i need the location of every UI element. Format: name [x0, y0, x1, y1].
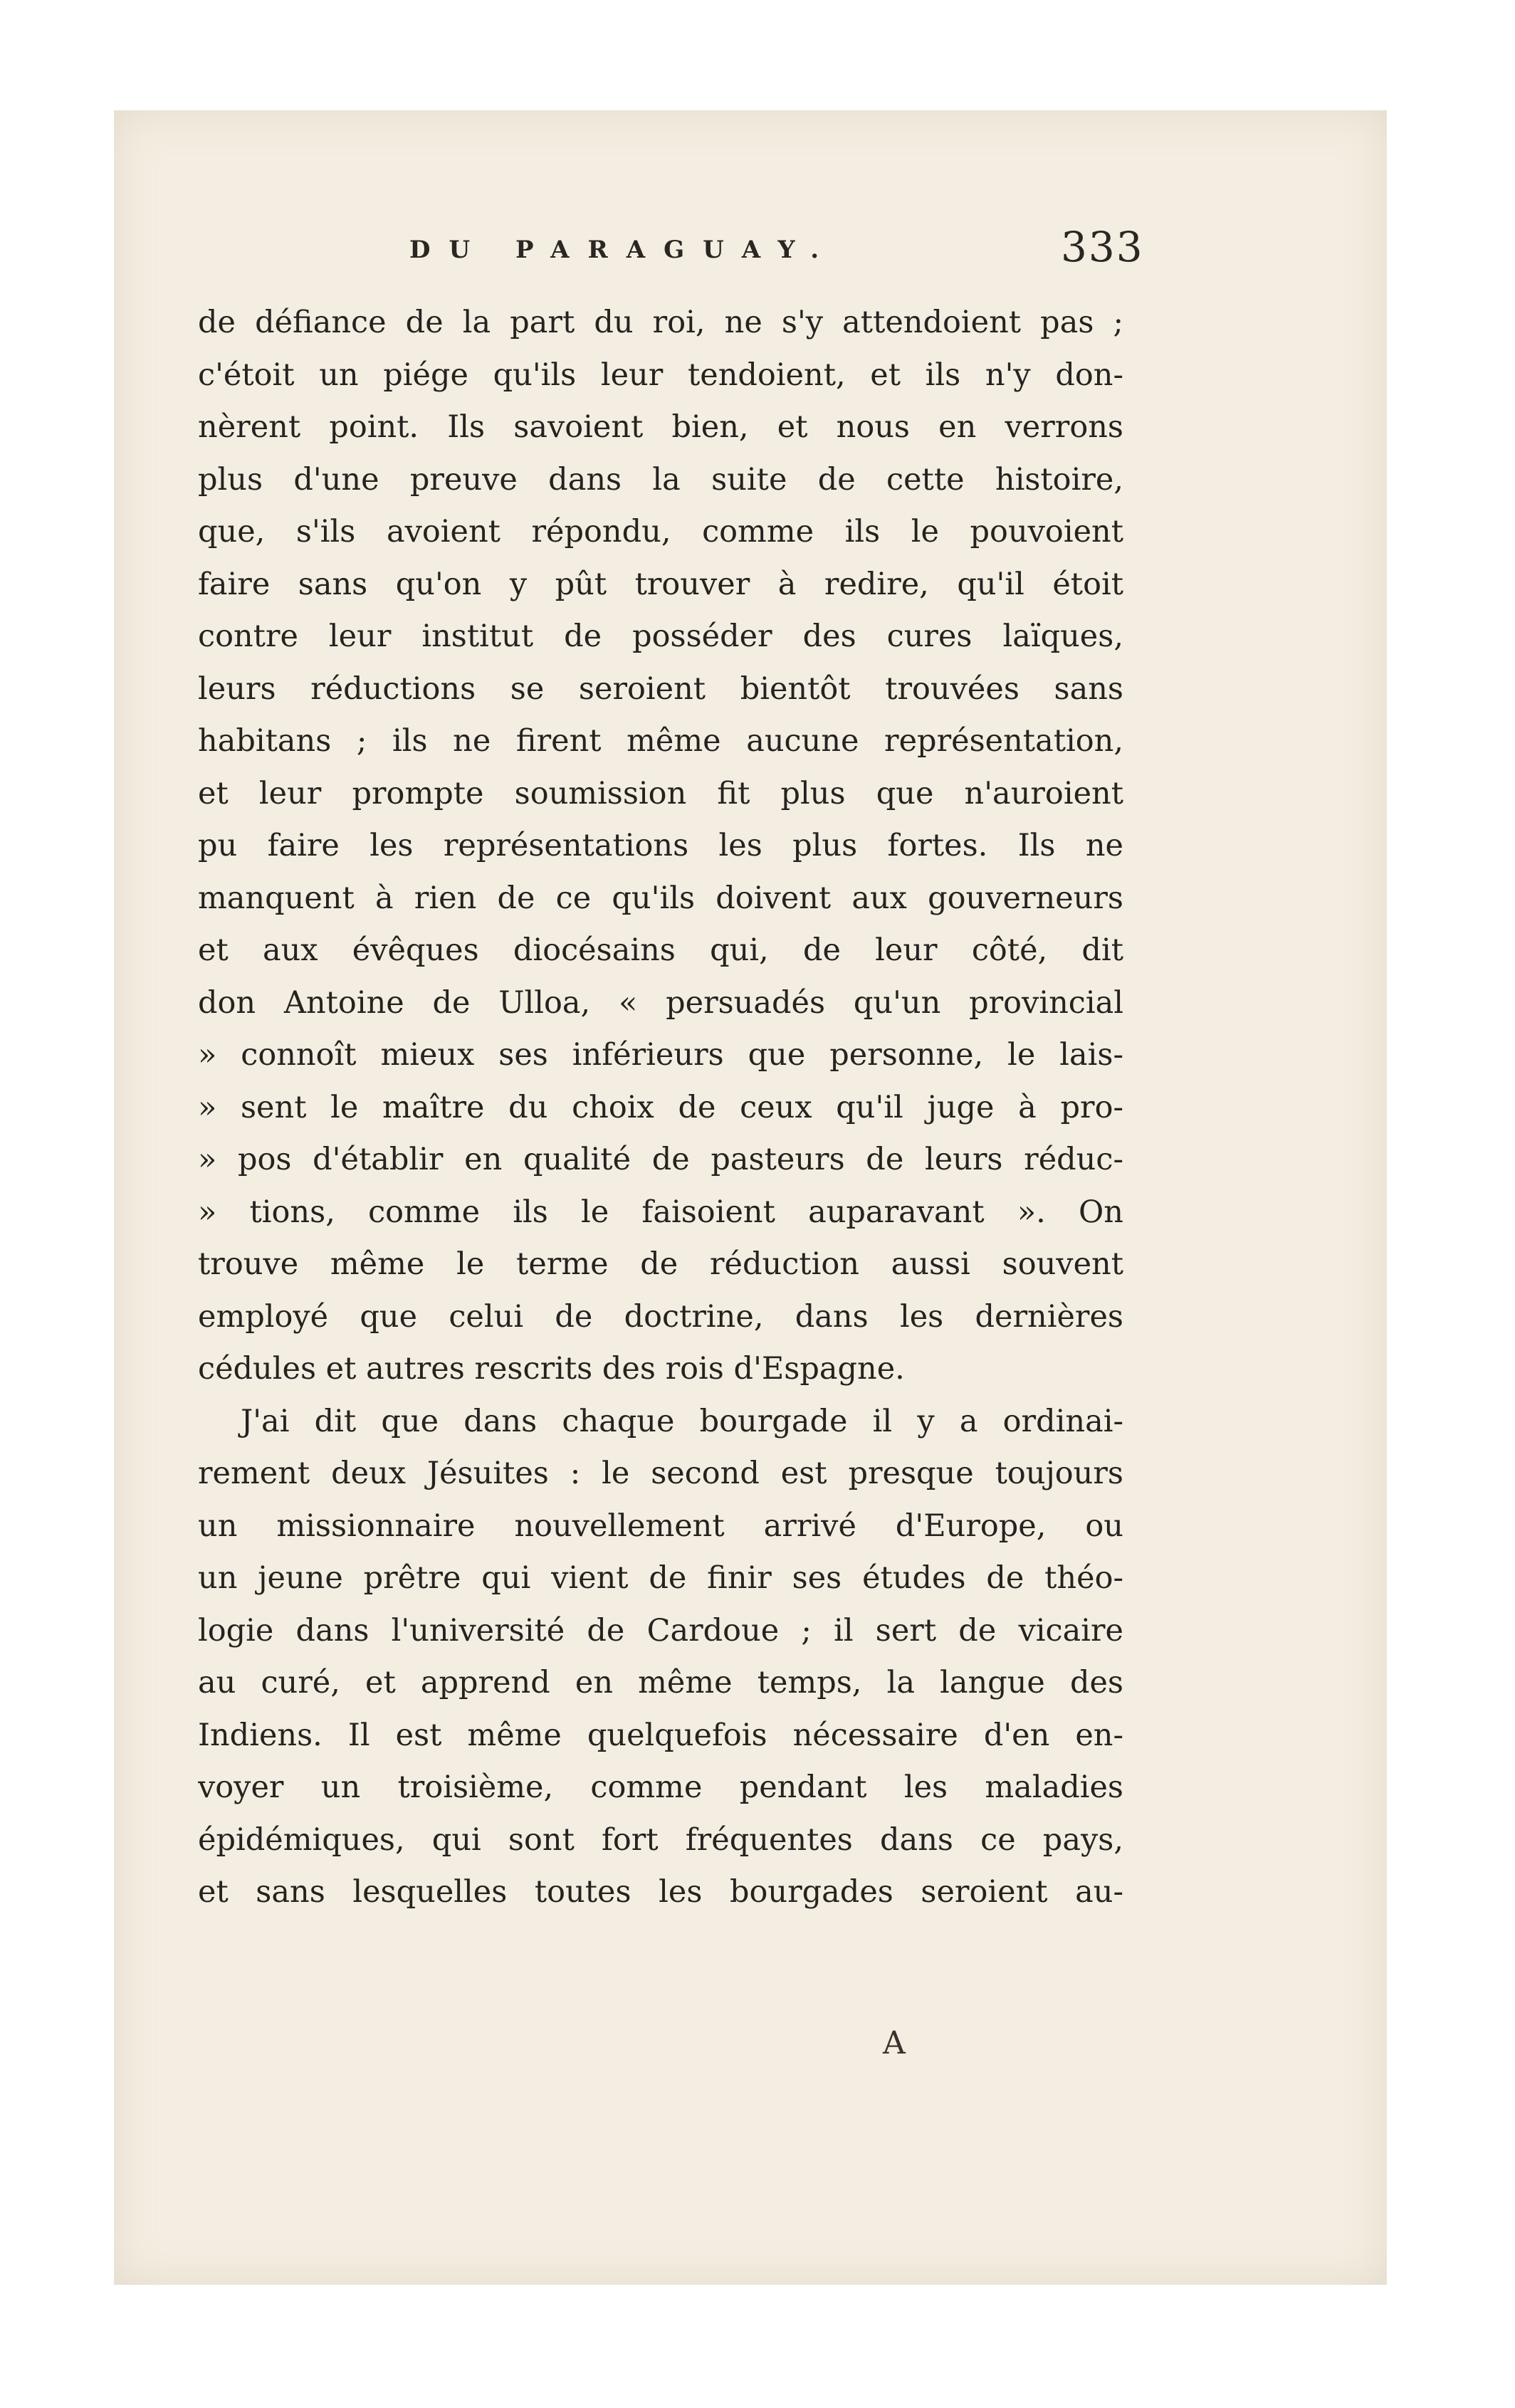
text-line: » tions, comme ils le faisoient auparavant ». On — [198, 1194, 1123, 1230]
text-line: nèrent point. Ils savoient bien, et nous en verrons — [198, 409, 1123, 445]
text-line: leurs réductions se seroient bientôt trouvées sans — [198, 671, 1123, 707]
text-line: et leur prompte soumission fit plus que n'auroient — [198, 775, 1123, 811]
text-line: Indiens. Il est même quelquefois nécessaire d'en en- — [198, 1717, 1123, 1753]
page-header — [114, 223, 1387, 280]
text-line: » sent le maître du choix de ceux qu'il juge à pro- — [198, 1089, 1123, 1125]
text-line: et aux évêques diocésains qui, de leur côté, dit — [198, 932, 1123, 968]
text-line: de défiance de la part du roi, ne s'y attendoient pas ; — [198, 305, 1123, 340]
text-line: employé que celui de doctrine, dans les dernières — [198, 1298, 1123, 1335]
text-line-paragraph-start: J'ai dit que dans chaque bourgade il y a ordinai- — [241, 1403, 1123, 1439]
text-line: habitans ; ils ne firent même aucune représentation, — [198, 723, 1123, 759]
text-line: au curé, et apprend en même temps, la langue des — [198, 1665, 1123, 1700]
book-page — [114, 110, 1387, 2285]
text-line: manquent à rien de ce qu'ils doivent aux gouverneurs — [198, 880, 1123, 916]
text-line: faire sans qu'on y pût trouver à redire, qu'il étoit — [198, 566, 1123, 602]
body-text — [198, 297, 1123, 1919]
text-line: logie dans l'université de Cardoue ; il sert de vicaire — [198, 1612, 1123, 1649]
signature-mark: A — [883, 2025, 906, 2061]
text-line: plus d'une preuve dans la suite de cette histoire, — [198, 461, 1123, 498]
text-line: épidémiques, qui sont fort fréquentes dans ce pays, — [198, 1821, 1123, 1858]
text-line: don Antoine de Ulloa, « persuadés qu'un provincial — [198, 984, 1123, 1021]
text-line: » pos d'établir en qualité de pasteurs de leurs réduc- — [198, 1142, 1123, 1177]
text-line: et sans lesquelles toutes les bourgades seroient au- — [198, 1874, 1123, 1910]
text-line: que, s'ils avoient répondu, comme ils le pouvoient — [198, 514, 1123, 550]
text-line: un jeune prêtre qui vient de finir ses études de théo- — [198, 1560, 1123, 1596]
text-line: contre leur institut de posséder des cures laïques, — [198, 619, 1123, 654]
text-line: voyer un troisième, comme pendant les maladies — [198, 1770, 1123, 1805]
page-number: 333 — [1061, 223, 1144, 271]
text-line: rement deux Jésuites : le second est presque toujours — [198, 1456, 1123, 1491]
text-line-paragraph-end: cédules et autres rescrits des rois d'Espagne. — [198, 1351, 905, 1387]
running-title: DU PARAGUAY. — [409, 236, 838, 264]
text-line: trouve même le terme de réduction aussi souvent — [198, 1246, 1123, 1282]
text-line: » connoît mieux ses inférieurs que personne, le lais- — [198, 1037, 1123, 1073]
text-line: c'étoit un piége qu'ils leur tendoient, et ils n'y don- — [198, 357, 1123, 393]
text-line: pu faire les représentations les plus fortes. Ils ne — [198, 828, 1123, 863]
text-line: un missionnaire nouvellement arrivé d'Europe, ou — [198, 1508, 1123, 1544]
